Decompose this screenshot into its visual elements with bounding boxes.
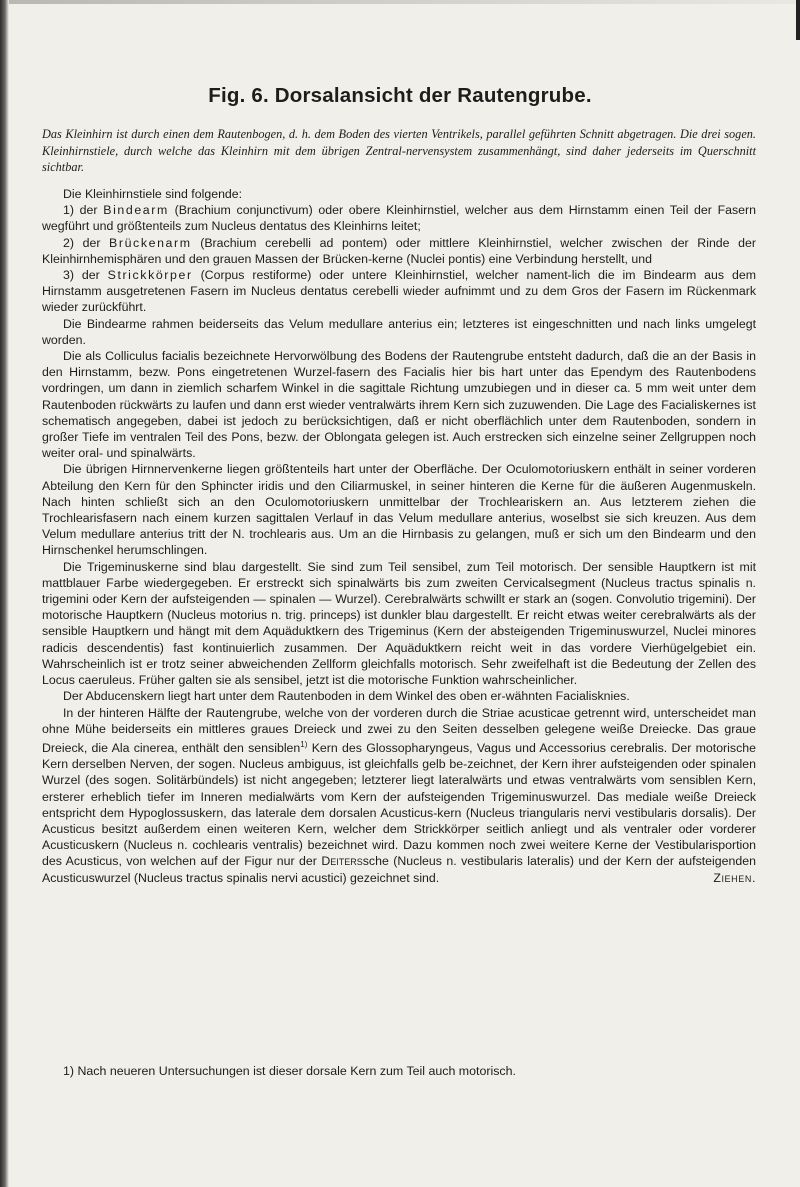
- list-item-number: 3) der: [63, 268, 108, 283]
- list-item-text: (Brachium cerebelli ad pontem) oder mittlere Kleinhirnstiel, welcher zwischen der Rinde der Kleinhirnhemisphären und den grauen Massen der Brücken-kerne (Nuclei pontis) eine Verbindung herstellt, und: [42, 235, 756, 266]
- scan-edge-top: [9, 0, 800, 4]
- list-item-number: 2) der: [63, 235, 110, 250]
- list-item-text: (Corpus restiforme) oder untere Kleinhirnstiel, welcher nament-lich die im Bindearm aus dem Hirnstamm ausgetretenen Fasern im Nucleus dentatus cerebelli wieder aufnimmt und zu dem Gros der Fasern im Rückenmark wieder zurückführt.: [42, 268, 756, 315]
- body-text: [42, 186, 756, 886]
- intro-line: Die Kleinhirnstiele sind folgende:: [63, 187, 243, 201]
- paragraph-abducenskern: Der Abducenskern liegt hart unter dem Rautenboden in dem Winkel des oben er-wähnten Facialisknies.: [63, 689, 630, 704]
- figure-caption: Das Kleinhirn ist durch einen dem Rautenbogen, d. h. dem Boden des vierten Ventrikels, parallel geführten Schnitt abgetragen. Die drei sogen. Kleinhirnstiele, durch welche das Kleinhirn mit dem übrigen Zentral-nervensystem zusammenhängt, sind daher jederseits im Querschnitt sichtbar.: [42, 127, 756, 175]
- figure-title: Fig. 6. Dorsalansicht der Rautengrube.: [208, 84, 592, 107]
- paragraph-hirnnervenkerne: Die übrigen Hirnnervenkerne liegen größtenteils hart unter der Oberfläche. Der Oculomotoriuskern enthält in seiner vorderen Abteilung den Kern für den Sphincter iridis und den Ciliarmuskel, in seiner hinteren die Kerne für die äußeren Augenmuskeln. Nach hinten schließt sich an den Oculomotoriuskern unmittelbar der Trochleariskern an. Aus letzterem ziehen die Trochlearisfasern nach einem kurzen sagittalen Verlauf in das Velum medullare anterius, woselbst sie sich kreuzen. Aus dem Velum medullare anterius tritt der N. trochlearis aus. Um an die Hirnbasis zu gelangen, muß er sich um den Bindearm und den Hirnschenkel herumschlingen.: [42, 462, 756, 558]
- list-item-number: 1) der: [63, 203, 104, 218]
- footnote: 1) Nach neueren Untersuchungen ist dieser dorsale Kern zum Teil auch motorisch.: [63, 1064, 516, 1078]
- list-item-bindearm: [42, 202, 756, 234]
- footnote-ref: 1): [300, 739, 308, 749]
- scan-shadow-left: [0, 0, 9, 1187]
- list-item-text: (Brachium conjunctivum) oder obere Kleinhirnstiel, welcher aus dem Hirnstamm einen Teil der Fasern wegführt und größtenteils zum Nucleus dentatus des Kleinhirns leitet;: [42, 203, 756, 234]
- list-item-term: Strickkörper: [107, 268, 193, 283]
- author-signature: Ziehen.: [713, 870, 756, 885]
- paragraph-trigeminuskerne: Die Trigeminuskerne sind blau dargestellt. Sie sind zum Teil sensibel, zum Teil motorisch. Der sensible Hauptkern ist mit mattblauer Farbe wiedergegeben. Er erstreckt sich spinalwärts bis zum zweiten Cervicalsegment (Nucleus tractus spinalis n. trigemini oder Kern der aufsteigenden — spinalen — Wurzel). Cerebralwärts schwillt er stark an (sogen. Convolutio trigemini). Der motorische Hauptkern (Nucleus motorius n. trig. princeps) ist dunkler blau dargestellt. Er reicht etwas weiter cerebralwärts als der sensible Hauptkern und hängt mit dem Aquäduktkern des Trigeminus (Kern der absteigenden Trigeminuswurzel, Nuclei minores radicis descendentis) fast kontinuierlich zusammen. Der Aquäduktkern reicht weit in das vordere Vierhügelgebiet ein. Wahrscheinlich ist er trotz seiner abweichenden Zellform gleichfalls motorisch. Sehr zweifelhaft ist die Bedeutung der Zellen des Locus caeruleus. Früher galten sie als sensibel, jetzt ist die motorische Funktion wahrscheinlicher.: [42, 559, 756, 688]
- list-item-brueckenarm: [42, 235, 756, 267]
- paragraph-colliculus-facialis: Die als Colliculus facialis bezeichnete Hervorwölbung des Bodens der Rautengrube entsteht dadurch, daß die an der Basis in den Hirnstamm, bezw. Pons eingetretenen Wurzel-fasern des Facialis hier bis hart unter das Ependym des Rautenbodens vordringen, um dann in ziemlich scharfem Winkel in die sagittale Richtung umzubiegen und in dieser ca. 5 mm weit unter dem Rautenboden rückwärts zu laufen und dann erst wieder ventralwärts ihrem Kern sich zuzuwenden. Die Lage des Facialiskernes ist schematisch angegeben, dabei ist jedoch zu berücksichtigen, daß er nicht oberflächlich unter dem Rautenboden, sondern in großer Tiefe im ventralen Teil des Pons, bezw. der Oblongata gelegen ist. Auch erstrecken sich einzelne seiner Zellgruppen noch weiter oral- und spinalwärts.: [42, 349, 756, 461]
- list-item-strickkoerper: [42, 267, 756, 316]
- deiters-name: Deiters: [321, 854, 363, 869]
- paragraph-bindearme: Die Bindearme rahmen beiderseits das Velum medullare anterius ein; letzteres ist eingeschnitten und nach links umgelegt worden.: [42, 316, 756, 347]
- list-item-term: Bindearm: [103, 203, 169, 218]
- scan-edge-right: [796, 0, 800, 40]
- list-item-term: Brückenarm: [109, 235, 192, 250]
- paragraph-hintere-haelfte: In der hinteren Hälfte der Rautengrube, welche von der vorderen durch die Striae acusticae getrennt wird, unterscheidet man ohne Mühe beiderseits ein mittleres graues Dreieck und zwei zu den Seiten desselben gelegene weiße Dreiecke. Das graue Dreieck, die Ala cinerea, enthält den sensiblen$^{1)}$ Kern des Glossopharyngeus, Vagus und Accessorius cerebralis. Der motorische Kern derselben Nerven, der sogen. Nucleus ambiguus, ist gleichfalls gelb be-zeichnet, der Kern ihrer aufsteigenden oder spinalen Wurzel (des sogen. Solitärbündels) ist nicht angegeben; letzterer liegt lateralwärts und etwas ventralwärts vom sensiblen Kern, ersterer erheblich tiefer im Inneren medialwärts vom Kern der aufsteigenden Trigeminuswurzel. Das mediale weiße Dreieck entspricht dem Hypoglossuskern, das laterale dem dorsalen Acusticus-kern (Nucleus triangularis nervi vestibularis dorsalis). Der Acusticus besitzt außerdem einen weiteren Kern, welcher dem Strickkörper seitlich anliegt und als ventraler oder vorderer Acusticuskern (Nucleus n. cochlearis ventralis) bezeichnet wird. Dazu kommen noch zwei weitere Kerne der Vestibularisportion des Acusticus, von welchen auf der Figur nur der Deiterssche (Nucleus n. vestibularis lateralis) und der Kern der aufsteigenden Acusticuswurzel (Nucleus tractus spinalis nervi acustici) gezeichnet sind. Ziehen.: [42, 705, 756, 885]
